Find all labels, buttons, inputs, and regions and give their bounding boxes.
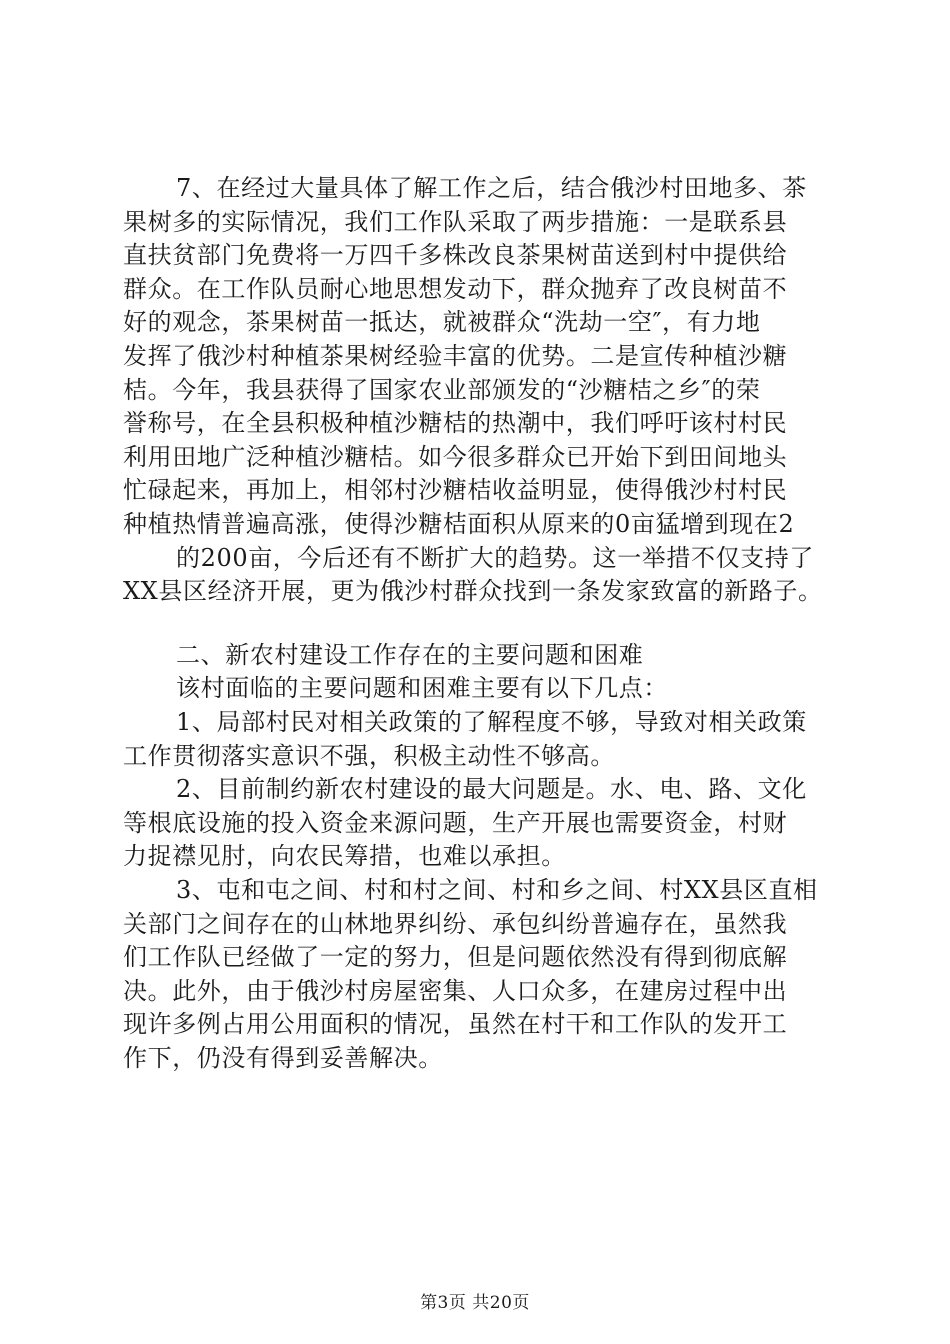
page-footer: 第3页 共20页	[420, 1293, 530, 1313]
text-line: 2、目前制约新农村建设的最大问题是。水、电、路、文化	[176, 775, 807, 803]
text-line: 种植热情普遍高涨，使得沙糖桔面积从原来的0亩猛增到现在2	[123, 510, 795, 538]
text-line: 力捉襟见肘，向农民筹措，也难以承担。	[123, 842, 566, 870]
text-line: 1、局部村民对相关政策的了解程度不够，导致对相关政策	[176, 708, 807, 736]
text-line: 誉称号，在全县积极种植沙糖桔的热潮中，我们呼吁该村村民	[123, 409, 788, 437]
text-line: 直扶贫部门免费将一万四千多株改良茶果树苗送到村中提供给	[123, 241, 788, 269]
text-line: 们工作队已经做了一定的努力，但是问题依然没有得到彻底解	[123, 943, 788, 971]
text-line: 桔。今年，我县获得了国家农业部颁发的“沙糖桔之乡″的荣	[123, 376, 761, 404]
text-line: 等根底设施的投入资金来源问题，生产开展也需要资金，村财	[123, 809, 788, 837]
text-line: 忙碌起来，再加上，相邻村沙糖桔收益明显，使得俄沙村村民	[123, 476, 788, 504]
text-line: 好的观念，茶果树苗一抵达，就被群众“洗劫一空″，有力地	[123, 308, 761, 336]
text-line: XX县区经济开展，更为俄沙村群众找到一条发家致富的新路子。	[123, 577, 823, 605]
text-line: 该村面临的主要问题和困难主要有以下几点：	[176, 674, 668, 702]
section-heading: 二、新农村建设工作存在的主要问题和困难	[176, 641, 644, 669]
text-line: 果树多的实际情况，我们工作队采取了两步措施：一是联系县	[123, 208, 788, 236]
text-line: 群众。在工作队员耐心地思想发动下，群众抛弃了改良树苗不	[123, 275, 788, 303]
text-line: 的200亩，今后还有不断扩大的趋势。这一举措不仅支持了	[176, 544, 815, 572]
text-line: 决。此外，由于俄沙村房屋密集、人口众多，在建房过程中出	[123, 977, 788, 1005]
text-line: 工作贯彻落实意识不强，积极主动性不够高。	[123, 742, 615, 770]
text-line: 3、屯和屯之间、村和村之间、村和乡之间、村XX县区直相	[176, 876, 818, 904]
text-line: 7、在经过大量具体了解工作之后，结合俄沙村田地多、茶	[176, 174, 807, 202]
text-line: 作下，仍没有得到妥善解决。	[123, 1044, 443, 1072]
text-line: 利用田地广泛种植沙糖桔。如今很多群众已开始下到田间地头	[123, 443, 788, 471]
text-line: 发挥了俄沙村种植茶果树经验丰富的优势。二是宣传种植沙糖	[123, 342, 788, 370]
text-line: 关部门之间存在的山林地界纠纷、承包纠纷普遍存在，虽然我	[123, 910, 788, 938]
text-line: 现许多例占用公用面积的情况，虽然在村干和工作队的发开工	[123, 1010, 788, 1038]
